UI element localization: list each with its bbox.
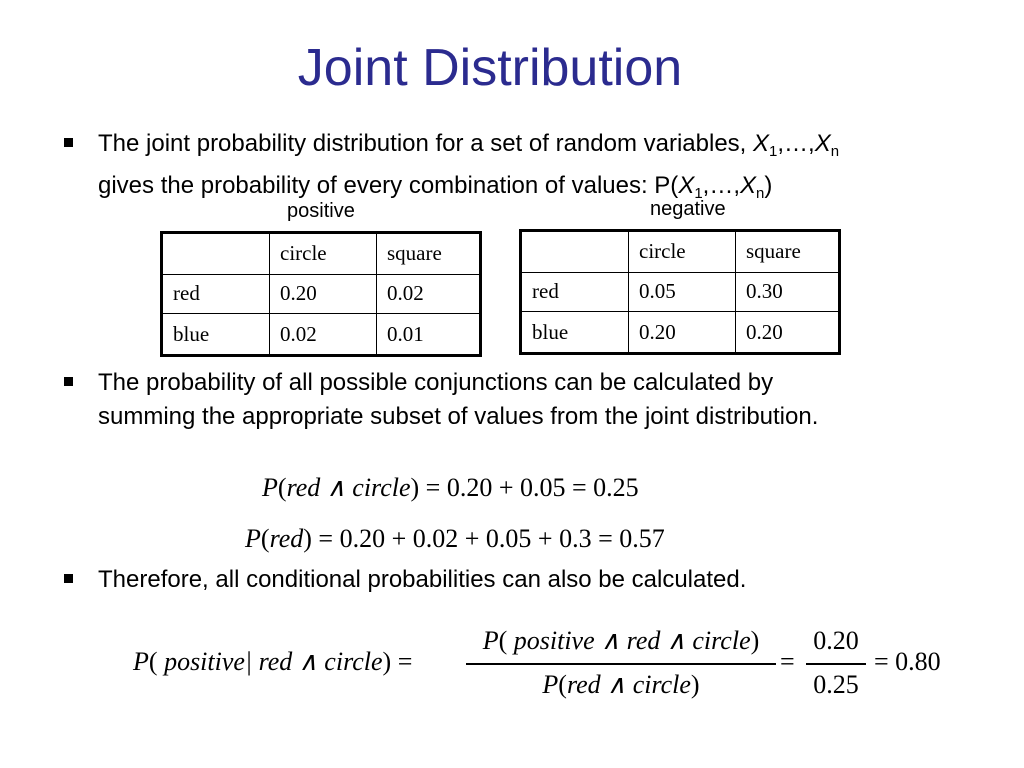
equals-sign: = — [780, 647, 795, 676]
row-header-blue: blue — [162, 314, 270, 356]
table-cell: 0.02 — [270, 314, 377, 356]
positive-joint-table — [160, 231, 482, 357]
negative-table-label: negative — [650, 198, 726, 220]
slide-title: Joint Distribution — [297, 39, 683, 97]
eq3-lhs: P( positive| red ∧ circle) = — [133, 647, 413, 676]
bullet-2-line-1: The probability of all possible conjunctions can be calculated by — [98, 369, 774, 396]
var-x: X — [814, 130, 831, 157]
bullet-1-line-2 — [98, 169, 998, 211]
table-row — [162, 274, 481, 314]
bullet-marker-3 — [64, 574, 73, 583]
eq1-rhs: ) = 0.20 + 0.05 = 0.25 — [410, 473, 639, 502]
separator: ,…, — [702, 172, 741, 199]
fraction-bar — [806, 663, 866, 665]
prob-symbol: P — [542, 670, 559, 699]
column-header-square: square — [377, 233, 481, 275]
prob-symbol: P — [262, 473, 278, 502]
bullet-1 — [98, 127, 998, 211]
eq3-den: red ∧ circle — [566, 670, 691, 699]
eq2-rhs: ) = 0.20 + 0.02 + 0.05 + 0.3 = 0.57 — [303, 524, 665, 553]
table-corner-cell — [521, 231, 629, 273]
positive-table-label: positive — [287, 200, 355, 222]
fraction-bar — [466, 663, 776, 665]
row-header-red: red — [162, 274, 270, 314]
table-cell: 0.30 — [736, 272, 840, 312]
eq3-num-value: 0.20 — [813, 626, 859, 655]
table-corner-cell — [162, 233, 270, 275]
eq1-lhs: red ∧ circle — [286, 473, 411, 502]
table-cell: 0.20 — [736, 312, 840, 354]
prob-symbol: P — [245, 524, 261, 553]
row-header-red: red — [521, 272, 629, 312]
table-cell: 0.20 — [270, 274, 377, 314]
bullet-marker-2 — [64, 377, 73, 386]
table-cell: 0.05 — [629, 272, 736, 312]
close-paren: ) — [764, 172, 773, 199]
eq3-lhs-a: positive — [164, 647, 245, 676]
eq3-den-value: 0.25 — [813, 670, 859, 699]
table-header-row — [162, 233, 481, 275]
table-row — [162, 314, 481, 356]
table-header-row — [521, 231, 840, 273]
eq3-lhs-b: | red ∧ circle — [244, 647, 383, 676]
eq2-lhs: red — [269, 524, 304, 553]
eq3-numerator: P( positive ∧ red ∧ circle) — [482, 626, 760, 655]
subscript-n: n — [830, 143, 840, 160]
bullet-1-line-1 — [98, 127, 998, 169]
prob-symbol: P — [482, 626, 499, 655]
table-cell: 0.01 — [377, 314, 481, 356]
eq3-num: positive ∧ red ∧ circle — [513, 626, 751, 655]
bullet-1-text: The joint probability distribution for a set of random variables, — [98, 130, 753, 157]
equation-red: P(red) = 0.20 + 0.02 + 0.05 + 0.3 = 0.57 — [245, 524, 665, 553]
bullet-2 — [98, 366, 998, 434]
separator: ,…, — [777, 130, 815, 157]
eq3-result: = 0.80 — [874, 647, 941, 676]
var-x: X — [753, 130, 770, 157]
var-x: X — [678, 172, 695, 199]
subscript-1: 1 — [694, 185, 703, 202]
bullet-1-line-2-text: gives the probability of every combination of values: P( — [98, 172, 679, 199]
equation-red-and-circle: P(red ∧ circle) = 0.20 + 0.05 = 0.25 — [262, 473, 639, 502]
eq3-denominator: P(red ∧ circle) — [542, 670, 700, 699]
bullet-marker-1 — [64, 138, 73, 147]
bullet-2-line-2: summing the appropriate subset of values from the joint distribution. — [98, 403, 819, 430]
bullet-3: Therefore, all conditional probabilities can also be calculated. — [98, 566, 747, 593]
row-header-blue: blue — [521, 312, 629, 354]
table-cell: 0.20 — [629, 312, 736, 354]
table-row — [521, 272, 840, 312]
negative-joint-table — [519, 229, 841, 355]
var-x: X — [740, 172, 757, 199]
table-row — [521, 312, 840, 354]
column-header-circle: circle — [629, 231, 736, 273]
table-cell: 0.02 — [377, 274, 481, 314]
column-header-square: square — [736, 231, 840, 273]
prob-symbol: P — [133, 647, 149, 676]
column-header-circle: circle — [270, 233, 377, 275]
subscript-n: n — [756, 185, 765, 202]
subscript-1: 1 — [769, 143, 778, 160]
